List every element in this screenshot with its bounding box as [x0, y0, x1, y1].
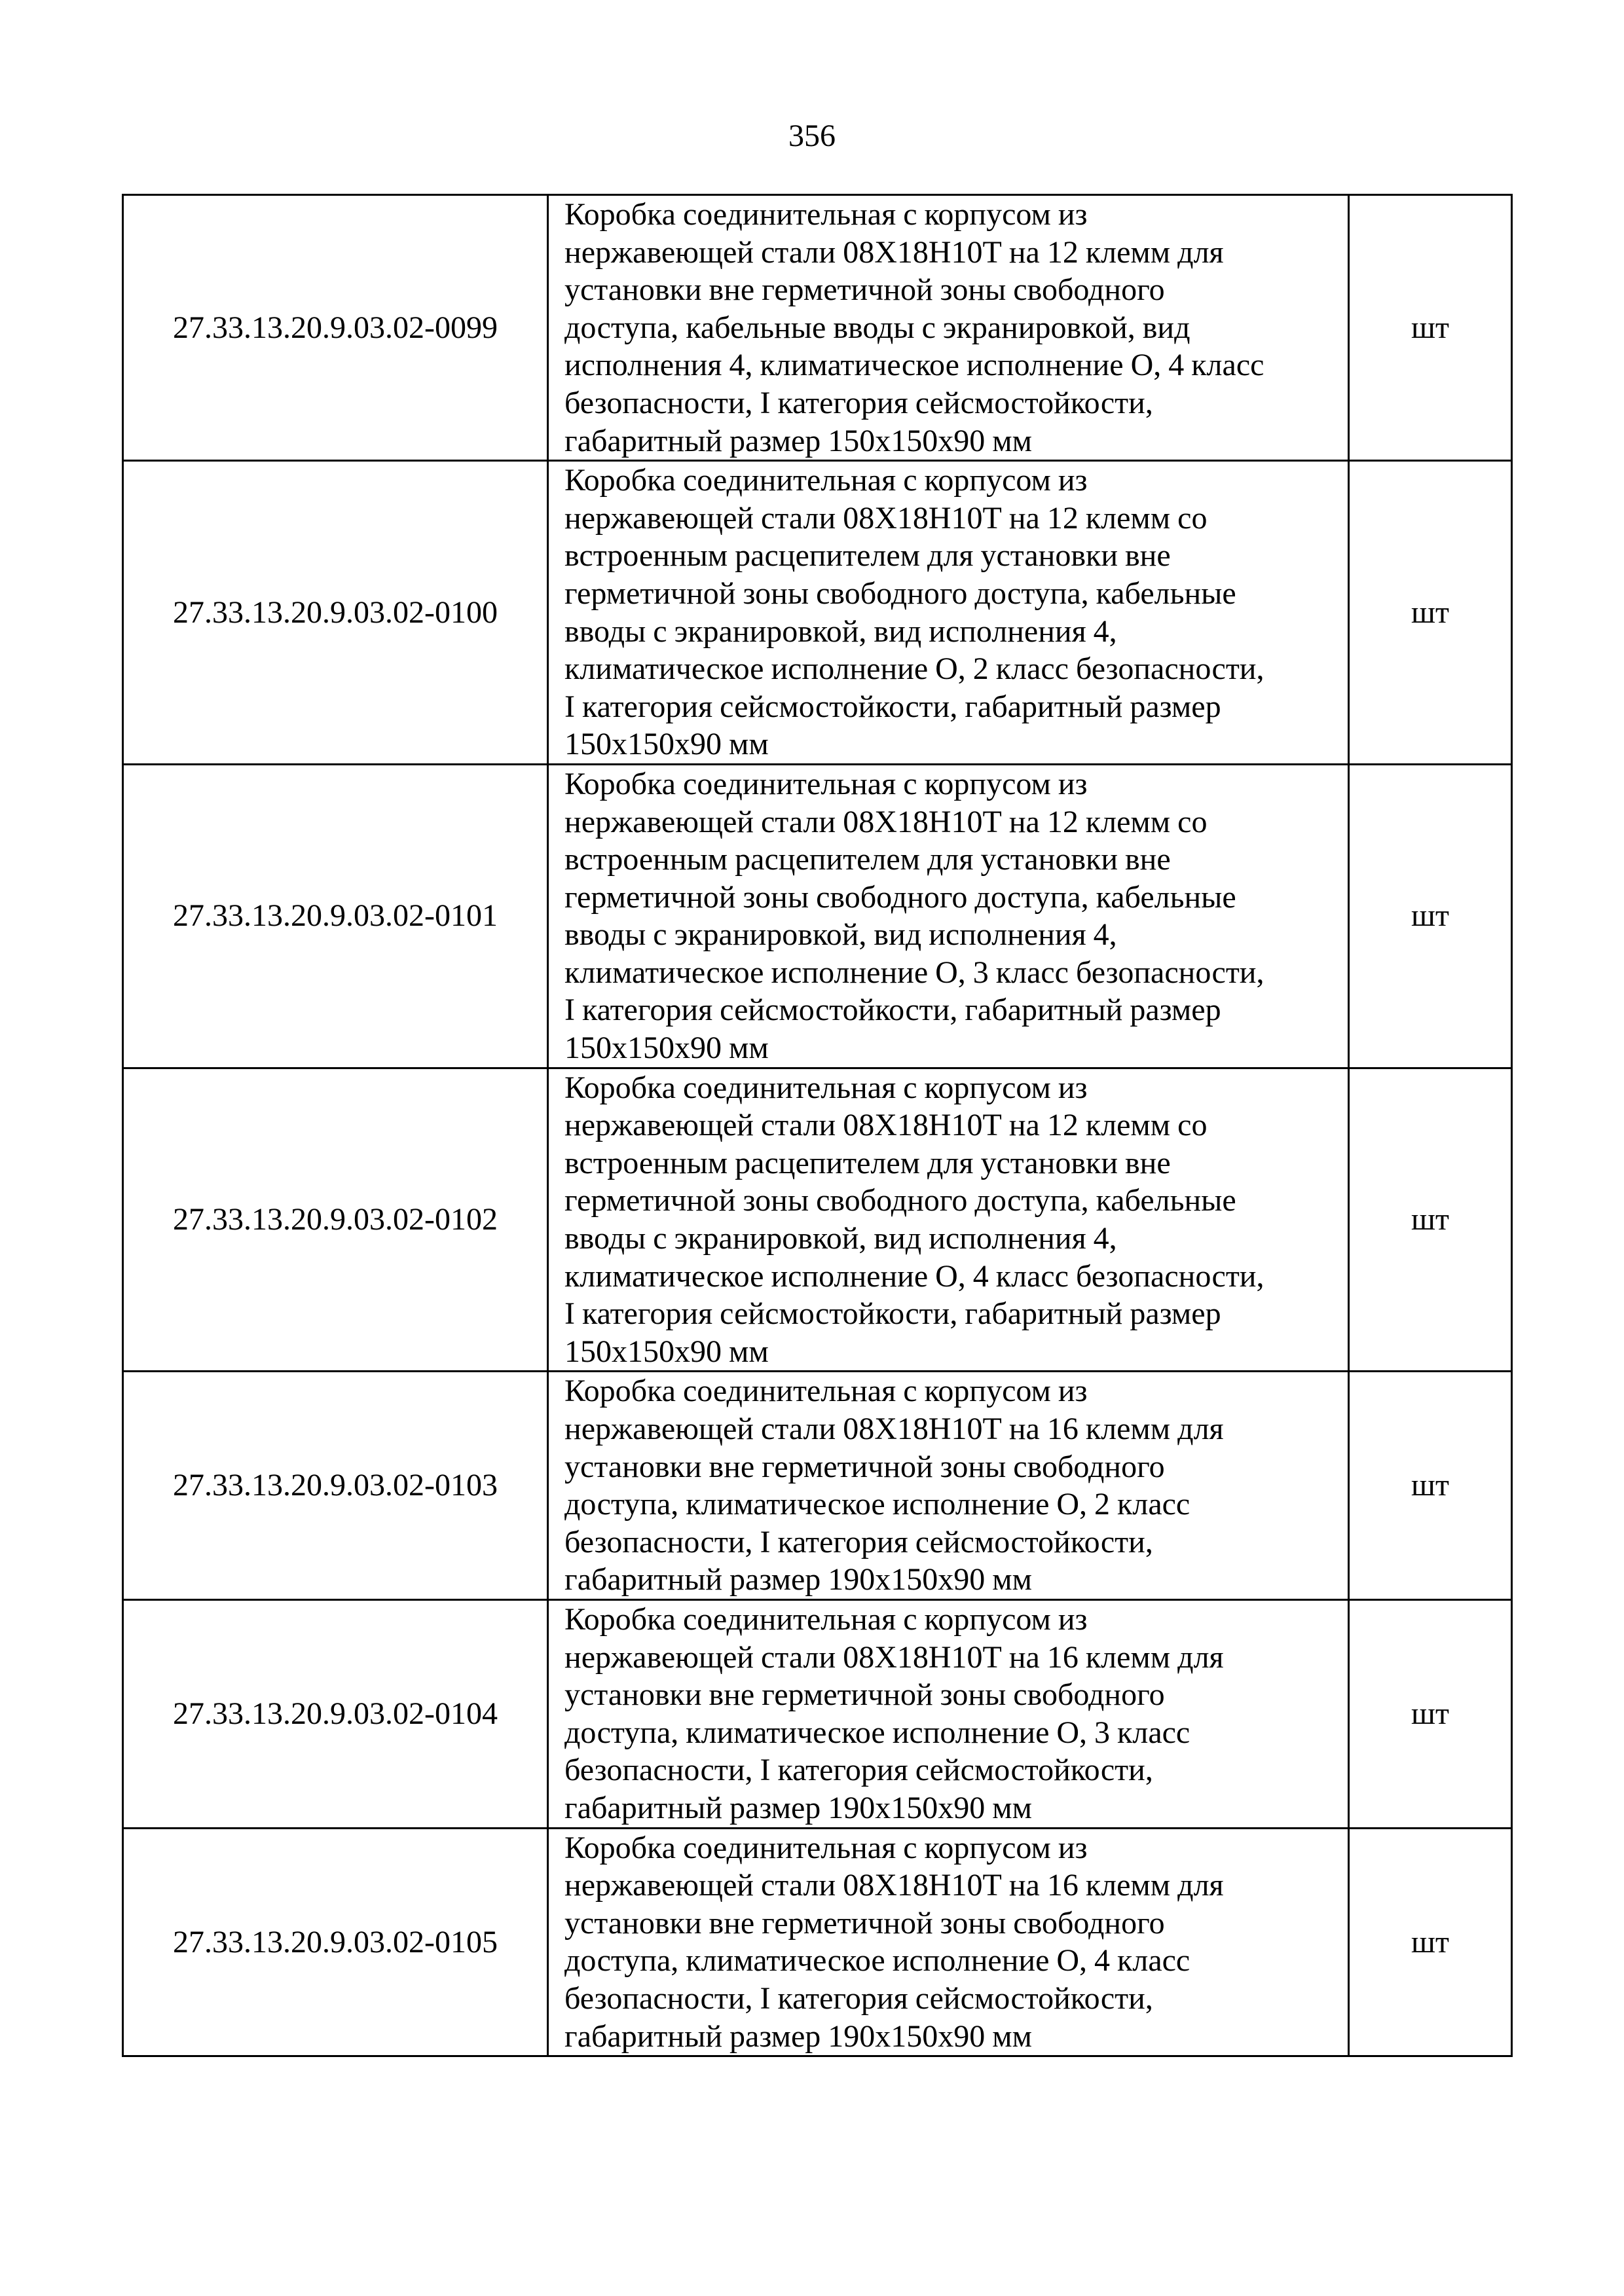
table-row — [123, 1828, 1512, 2056]
table-row — [123, 764, 1512, 1068]
table-row — [123, 1599, 1512, 1828]
description-line: безопасности, I категория сейсмостойкости, — [564, 385, 1153, 420]
description-line: климатическое исполнение О, 2 класс безопасности, — [564, 651, 1264, 687]
resource-code-cell: 27.33.13.20.9.03.02-0104 — [123, 1599, 548, 1828]
table-row — [123, 1372, 1512, 1600]
description-line: установки вне герметичной зоны свободного — [564, 272, 1165, 308]
description-line: встроенным расцепителем для установки вне — [564, 538, 1171, 574]
description-line: вводы с экранировкой, вид исполнения 4, — [564, 1221, 1117, 1256]
description-line: вводы с экранировкой, вид исполнения 4, — [564, 613, 1117, 649]
description-line: герметичной зоны свободного доступа, кабельные — [564, 575, 1236, 611]
description-line: нержавеющей стали 08Х18Н10Т на 16 клемм для — [564, 1868, 1224, 1903]
description-line: исполнения 4, климатическое исполнение О, 4 класс — [564, 348, 1264, 383]
description-line: доступа, климатическое исполнение О, 3 класс — [564, 1715, 1190, 1750]
resource-code-cell: 27.33.13.20.9.03.02-0100 — [123, 461, 548, 765]
resource-code-cell: 27.33.13.20.9.03.02-0103 — [123, 1372, 548, 1600]
resource-table — [122, 194, 1513, 2057]
description-line: нержавеющей стали 08Х18Н10Т на 16 клемм для — [564, 1639, 1224, 1675]
table-body — [123, 195, 1512, 2056]
resource-description-cell — [548, 1828, 1349, 2056]
description-line: герметичной зоны свободного доступа, кабельные — [564, 1183, 1236, 1218]
description-line: безопасности, I категория сейсмостойкости, — [564, 1753, 1153, 1788]
description-line: габаритный размер 150х150х90 мм — [564, 423, 1033, 458]
description-line: доступа, климатическое исполнение О, 2 класс — [564, 1487, 1190, 1522]
resource-description-cell — [548, 195, 1349, 461]
description-line: нержавеющей стали 08Х18Н10Т на 12 клемм со — [564, 500, 1208, 536]
resource-code-cell: 27.33.13.20.9.03.02-0105 — [123, 1828, 548, 2056]
description-line: Коробка соединительная с корпусом из — [564, 1830, 1088, 1865]
description-line: климатическое исполнение О, 4 класс безопасности, — [564, 1258, 1264, 1294]
description-line: I категория сейсмостойкости, габаритный размер — [564, 689, 1221, 724]
unit-cell: шт — [1349, 764, 1512, 1068]
table-row — [123, 195, 1512, 461]
description-line: вводы с экранировкой, вид исполнения 4, — [564, 917, 1117, 953]
resource-description-cell — [548, 461, 1349, 765]
unit-cell: шт — [1349, 1068, 1512, 1372]
description-line: герметичной зоны свободного доступа, кабельные — [564, 879, 1236, 915]
description-line: Коробка соединительная с корпусом из — [564, 197, 1088, 232]
unit-cell: шт — [1349, 195, 1512, 461]
description-line: I категория сейсмостойкости, габаритный размер — [564, 1296, 1221, 1332]
description-line: 150х150х90 мм — [564, 1334, 769, 1369]
description-line: Коробка соединительная с корпусом из — [564, 1601, 1088, 1637]
description-line: нержавеющей стали 08Х18Н10Т на 12 клемм со — [564, 1108, 1208, 1143]
description-line: установки вне герметичной зоны свободного — [564, 1449, 1165, 1484]
description-line: установки вне герметичной зоны свободного — [564, 1905, 1165, 1941]
description-line: установки вне герметичной зоны свободного — [564, 1677, 1165, 1713]
description-line: Коробка соединительная с корпусом из — [564, 1374, 1088, 1409]
unit-cell: шт — [1349, 1372, 1512, 1600]
description-line: встроенным расцепителем для установки вне — [564, 1145, 1171, 1180]
resource-description-cell — [548, 1372, 1349, 1600]
description-line: встроенным расцепителем для установки вне — [564, 842, 1171, 877]
description-line: климатическое исполнение О, 3 класс безопасности, — [564, 955, 1264, 990]
table-row — [123, 461, 1512, 765]
description-line: габаритный размер 190х150х90 мм — [564, 1562, 1033, 1597]
description-line: габаритный размер 190х150х90 мм — [564, 1790, 1033, 1825]
description-line: доступа, кабельные вводы с экранировкой, вид — [564, 310, 1190, 345]
description-line: нержавеющей стали 08Х18Н10Т на 16 клемм для — [564, 1412, 1224, 1446]
unit-cell: шт — [1349, 1828, 1512, 2056]
description-line: нержавеющей стали 08Х18Н10Т на 12 клемм для — [564, 234, 1224, 270]
description-line: 150х150х90 мм — [564, 1030, 769, 1066]
description-line: безопасности, I категория сейсмостойкости, — [564, 1524, 1153, 1559]
description-line: Коробка соединительная с корпусом из — [564, 766, 1088, 801]
description-line: 150х150х90 мм — [564, 727, 769, 762]
description-line: Коробка соединительная с корпусом из — [564, 463, 1088, 498]
unit-cell: шт — [1349, 461, 1512, 765]
page-number: 356 — [788, 118, 836, 153]
description-line: нержавеющей стали 08Х18Н10Т на 12 клемм со — [564, 804, 1208, 839]
resource-code-cell: 27.33.13.20.9.03.02-0101 — [123, 764, 548, 1068]
description-line: Коробка соединительная с корпусом из — [564, 1070, 1088, 1105]
resource-code-cell: 27.33.13.20.9.03.02-0099 — [123, 195, 548, 461]
resource-code-cell: 27.33.13.20.9.03.02-0102 — [123, 1068, 548, 1372]
unit-cell: шт — [1349, 1599, 1512, 1828]
resource-description-cell — [548, 1599, 1349, 1828]
description-line: I категория сейсмостойкости, габаритный размер — [564, 993, 1221, 1028]
description-line: доступа, климатическое исполнение О, 4 класс — [564, 1943, 1190, 1978]
description-line: безопасности, I категория сейсмостойкости, — [564, 1980, 1153, 2016]
table-row — [123, 1068, 1512, 1372]
description-line: габаритный размер 190х150х90 мм — [564, 2018, 1033, 2054]
resource-description-cell — [548, 1068, 1349, 1372]
resource-description-cell — [548, 764, 1349, 1068]
